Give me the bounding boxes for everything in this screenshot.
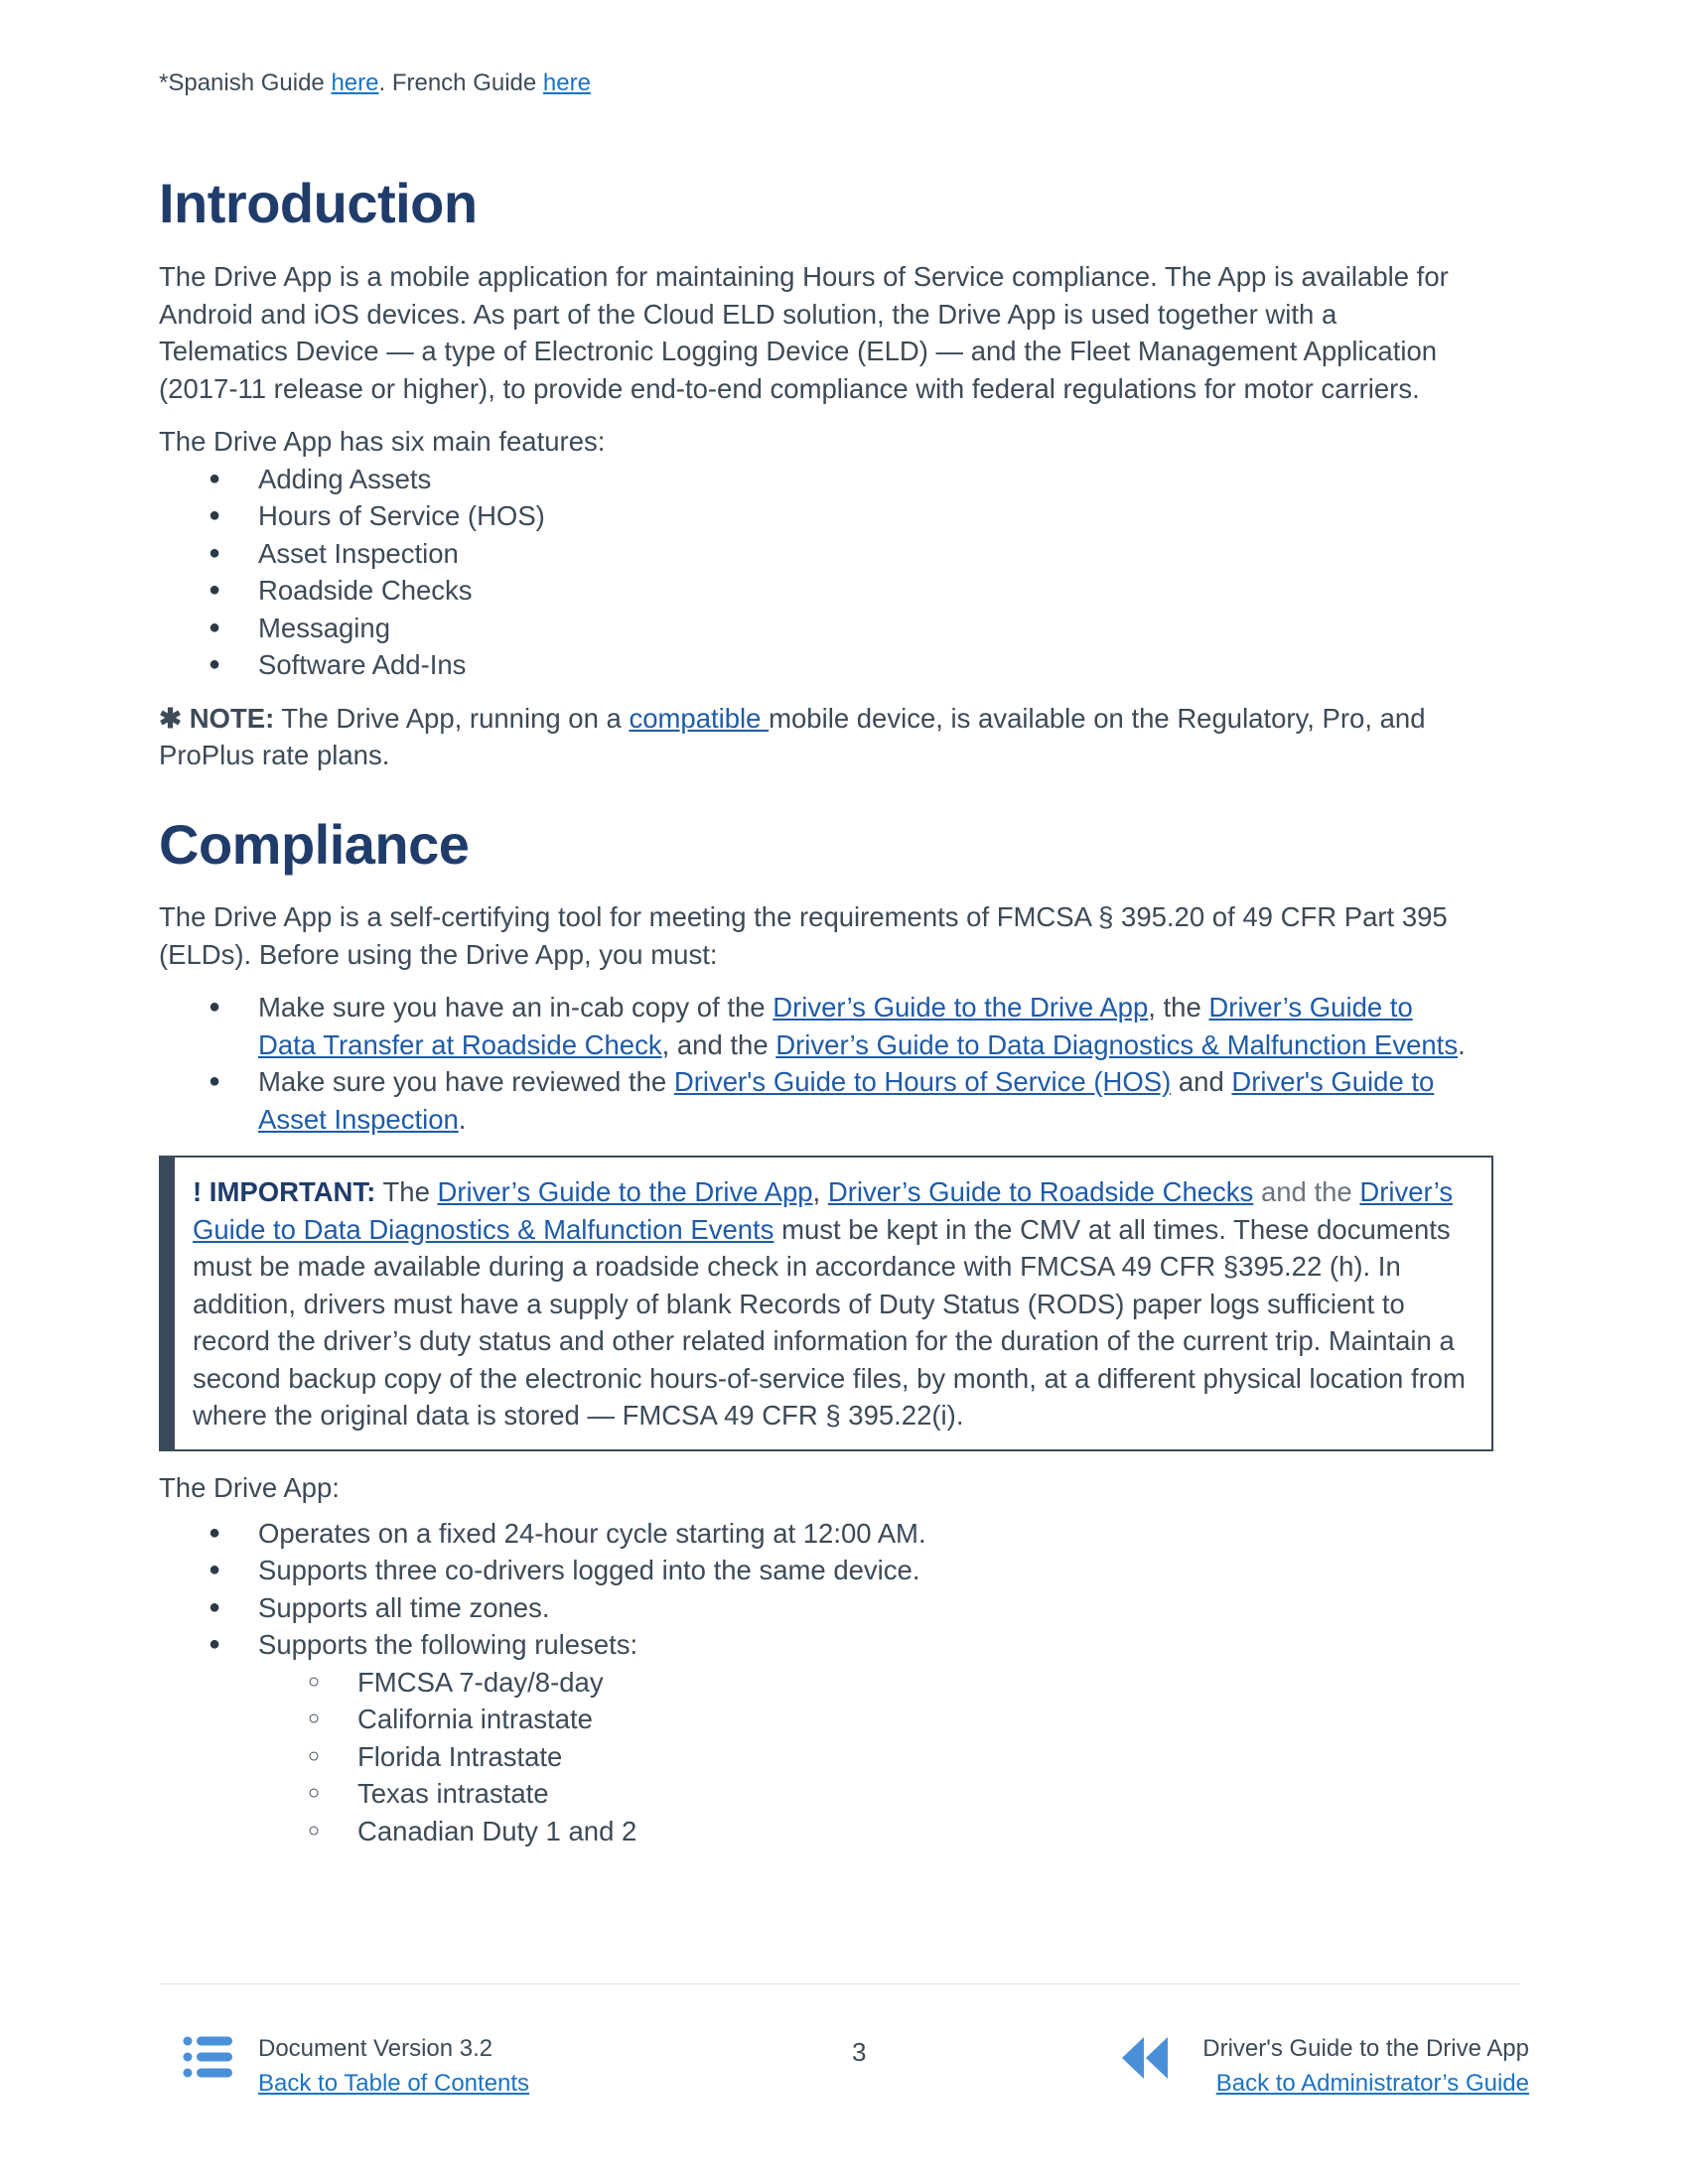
- list-item-text: Make sure you have an in-cab copy of the: [258, 992, 774, 1023]
- spanish-guide-text: *Spanish Guide: [159, 69, 332, 96]
- list-item-text: .: [458, 1103, 467, 1135]
- compliance-list: [159, 989, 1470, 1138]
- list-item: ● Software Add-Ins: [159, 646, 1470, 684]
- list-item-text: and: [1171, 1066, 1232, 1097]
- roadside-checks-guide-link[interactable]: Driver’s Guide to Roadside Checks: [827, 1176, 1254, 1207]
- footer-right: [1202, 2031, 1529, 2101]
- drive-app-intro: The Drive App:: [159, 1472, 340, 1503]
- important-label: ! IMPORTANT:: [193, 1176, 376, 1207]
- list-item: ● Hours of Service (HOS): [159, 497, 1470, 535]
- compatible-link[interactable]: compatible: [629, 702, 770, 734]
- features-intro: The Drive App has six main features:: [159, 426, 606, 457]
- diagnostics-guide-link[interactable]: Driver’s Guide to Data Diagnostics & Malfunction Events: [193, 1176, 1454, 1245]
- document-title: Driver's Guide to the Drive App: [1202, 2035, 1529, 2062]
- introduction-section: [159, 258, 1470, 774]
- list-item: ● Roadside Checks: [159, 572, 1470, 610]
- list-item-text: Make sure you have reviewed the: [258, 1066, 674, 1097]
- list-item: [159, 1063, 1470, 1138]
- list-item: ● Messaging: [159, 610, 1470, 647]
- drive-app-list: [159, 1515, 1470, 1664]
- asset-inspection-guide-link[interactable]: Driver's Guide to Asset Inspection: [258, 1066, 1435, 1135]
- compliance-heading: Compliance: [159, 813, 470, 876]
- list-item: ● Asset Inspection: [159, 535, 1470, 573]
- french-guide-link[interactable]: here: [542, 69, 591, 96]
- note-text-pre: The Drive App, running on a: [274, 702, 630, 734]
- important-text: [193, 1173, 1472, 1434]
- diagnostics-guide-link[interactable]: Driver’s Guide to Data Diagnostics & Malfunction Events: [775, 1028, 1459, 1060]
- list-item: ○ FMCSA 7-day/8-day: [159, 1664, 1470, 1702]
- note-label: NOTE:: [189, 702, 275, 734]
- important-text-part: ,: [812, 1176, 828, 1207]
- note-text-post: mobile device, is available on the Regulatory, Pro, and ProPlus rate plans.: [159, 702, 1426, 770]
- list-item: ● Supports all time zones.: [159, 1589, 1470, 1627]
- spanish-guide-link[interactable]: here: [331, 69, 379, 96]
- list-item: ● Operates on a fixed 24-hour cycle starting at 12:00 AM.: [159, 1515, 1470, 1553]
- list-item: ○ Canadian Duty 1 and 2: [159, 1813, 1470, 1850]
- drive-app-guide-link[interactable]: Driver’s Guide to the Drive App: [773, 992, 1149, 1023]
- note-paragraph: [159, 700, 1470, 774]
- back-to-admin-guide-link[interactable]: Back to Administrator’s Guide: [1215, 2070, 1529, 2097]
- double-back-arrow-icon[interactable]: [1122, 2037, 1168, 2079]
- list-item: [159, 989, 1470, 1063]
- important-text-part: must be kept in the CMV at all times. These documents must be made available during a roadside check in accordance with FMCSA 49 CFR §395.22 (h). In addition, drivers must have a supply of blank Records of Duty Status (RODS) paper logs sufficient to record the driver’s duty status and other related information for the duration of the current trip. Maintain a second backup copy of the electronic hours-of-service files, by month, at a different physical location from where the original data is stored — FMCSA 49 CFR § 395.22(i).: [193, 1213, 1466, 1431]
- hos-guide-link[interactable]: Driver's Guide to Hours of Service (HOS): [673, 1066, 1172, 1097]
- data-transfer-guide-link[interactable]: Driver’s Guide to Data Transfer at Roadside Check: [258, 992, 1413, 1060]
- introduction-paragraph: The Drive App is a mobile application for maintaining Hours of Service compliance. The App is available for Android and iOS devices. As part of the Cloud ELD solution, the Drive App is used together with a Telematics Device — a type of Electronic Logging Device (ELD) — and the Fleet Management Application (2017-11 release or higher), to provide end-to-end compliance with federal regulations for motor carriers.: [159, 261, 1449, 404]
- compliance-paragraph: The Drive App is a self-certifying tool for meeting the requirements of FMCSA § 395.20 of 49 CFR Part 395 (ELDs). Before using the Drive App, you must:: [159, 901, 1448, 970]
- drive-app-guide-link[interactable]: Driver’s Guide to the Drive App: [437, 1176, 813, 1207]
- list-item-text: , the: [1148, 992, 1209, 1023]
- list-item: ● Supports three co-drivers logged into the same device.: [159, 1552, 1470, 1589]
- document-version: Document Version 3.2: [258, 2035, 493, 2062]
- list-item: ● Supports the following rulesets:: [159, 1626, 1470, 1664]
- language-guides-line: [159, 69, 591, 97]
- note-star-icon: ✱: [159, 702, 183, 734]
- list-item: ○ California intrastate: [159, 1701, 1470, 1738]
- page-number: 3: [852, 2037, 867, 2067]
- rulesets-list: [159, 1664, 1470, 1850]
- drive-app-section: [159, 1469, 1470, 1849]
- compliance-section: [159, 898, 1470, 1138]
- list-item-text: .: [1458, 1028, 1466, 1060]
- list-item-text: , and the: [661, 1028, 776, 1060]
- list-icon[interactable]: [183, 2035, 232, 2079]
- back-to-toc-link[interactable]: Back to Table of Contents: [258, 2070, 530, 2097]
- french-guide-text: . French Guide: [378, 69, 543, 96]
- footer-divider: [159, 1983, 1521, 1984]
- important-callout: [159, 1156, 1493, 1451]
- list-item: ○ Texas intrastate: [159, 1775, 1470, 1813]
- footer-left: [258, 2031, 529, 2101]
- list-item: ○ Florida Intrastate: [159, 1738, 1470, 1776]
- features-list: [159, 461, 1470, 684]
- important-text-part: The: [375, 1176, 438, 1207]
- important-text-part: and the: [1253, 1176, 1360, 1207]
- introduction-heading: Introduction: [159, 172, 478, 234]
- list-item: ● Adding Assets: [159, 461, 1470, 498]
